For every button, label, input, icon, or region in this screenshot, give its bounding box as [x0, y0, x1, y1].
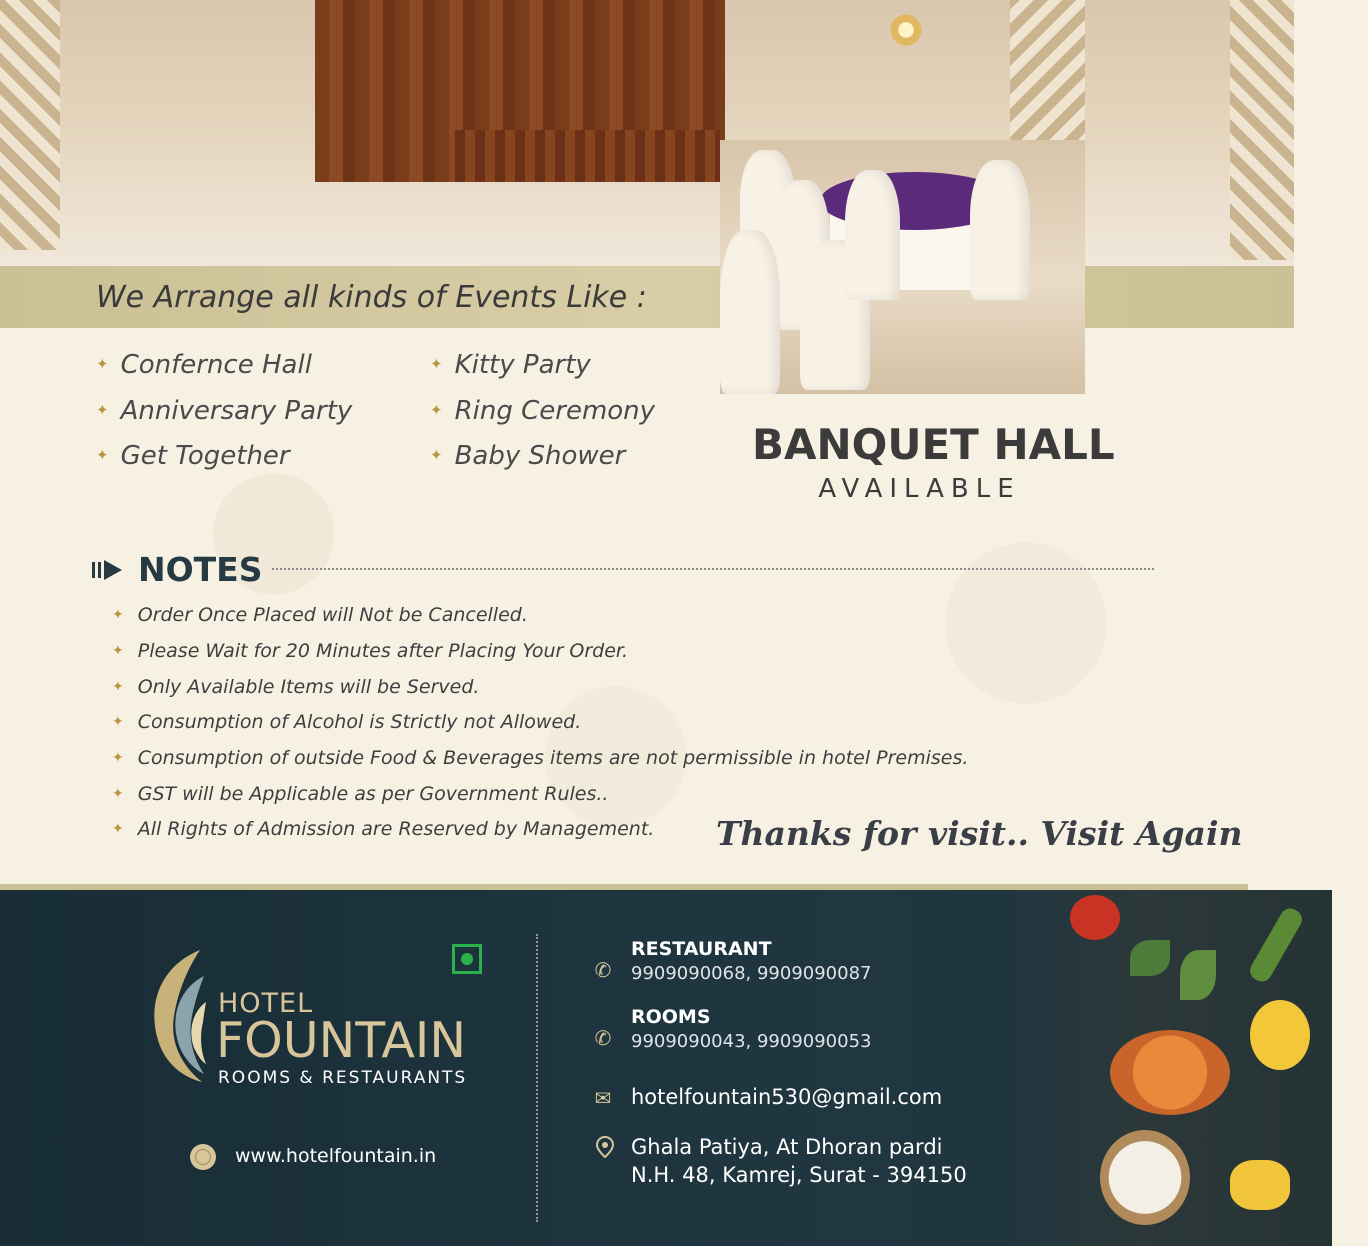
notes-header	[92, 548, 1162, 592]
website-link[interactable]: www.hotelfountain.in	[235, 1145, 437, 1167]
play-arrow-icon	[92, 560, 124, 580]
tomato	[1070, 895, 1120, 940]
event-item: ✦ Get Together	[96, 441, 290, 471]
event-item: ✦ Ring Ceremony	[430, 396, 656, 426]
email-icon: ✉	[594, 1088, 612, 1110]
star-bullet-icon: ✦	[112, 786, 124, 802]
thanks-message: Thanks for visit.. Visit Again	[716, 814, 1243, 853]
banquet-title: BANQUET HALL	[752, 420, 1115, 469]
star-bullet-icon: ✦	[430, 355, 443, 373]
star-bullet-icon: ✦	[430, 401, 443, 419]
lentil-spoon	[1110, 1030, 1230, 1115]
event-item: ✦ Anniversary Party	[96, 396, 353, 426]
decor-stripes-left	[0, 0, 60, 250]
logo-text-hotel: HOTEL	[218, 988, 314, 1019]
note-item: ✦ Order Once Placed will Not be Cancelled.	[112, 604, 528, 626]
note-item: ✦ Consumption of Alcohol is Strictly not Allowed.	[112, 711, 582, 733]
chair	[845, 170, 900, 300]
address-line-2: N.H. 48, Kamrej, Surat - 394150	[631, 1163, 967, 1187]
restaurant-phones[interactable]: 9909090068, 9909090087	[631, 963, 872, 984]
chair	[720, 230, 780, 394]
star-bullet-icon: ✦	[96, 401, 109, 419]
star-bullet-icon: ✦	[112, 750, 124, 766]
note-item: ✦ All Rights of Admission are Reserved by Management.	[112, 818, 655, 840]
hotel-logo-icon	[140, 946, 210, 1086]
location-pin-icon	[594, 1136, 616, 1158]
note-item: ✦ Only Available Items will be Served.	[112, 676, 480, 698]
wall-lamp	[888, 12, 924, 48]
decor-stripes-far-right	[1230, 0, 1294, 260]
star-bullet-icon: ✦	[96, 355, 109, 373]
note-item: ✦ Consumption of outside Food & Beverages items are not permissible in hotel Premises.	[112, 747, 969, 769]
wood-bench	[455, 130, 720, 182]
logo-text-fountain: FOUNTAIN	[216, 1012, 467, 1069]
footer-divider	[536, 934, 538, 1222]
food-photo	[1010, 890, 1332, 1246]
globe-icon	[190, 1144, 216, 1170]
email-link[interactable]: hotelfountain530@gmail.com	[631, 1085, 943, 1109]
star-bullet-icon: ✦	[430, 446, 443, 464]
restaurant-label: RESTAURANT	[631, 938, 772, 960]
leaf	[1130, 940, 1170, 976]
star-bullet-icon: ✦	[96, 446, 109, 464]
footer	[0, 890, 1332, 1246]
green-bean	[1246, 905, 1305, 985]
star-bullet-icon: ✦	[112, 679, 124, 695]
star-bullet-icon: ✦	[112, 821, 124, 837]
star-bullet-icon: ✦	[112, 714, 124, 730]
star-bullet-icon: ✦	[112, 607, 124, 623]
events-heading: We Arrange all kinds of Events Like :	[96, 280, 647, 315]
dotted-divider	[272, 568, 1154, 570]
note-item: ✦ Please Wait for 20 Minutes after Placing Your Order.	[112, 640, 629, 662]
lemon	[1250, 1000, 1310, 1070]
phone-icon: ✆	[594, 1028, 612, 1050]
address-line-1: Ghala Patiya, At Dhoran pardi	[631, 1135, 943, 1159]
event-item: ✦ Kitty Party	[430, 350, 591, 380]
banquet-hall-photo	[720, 140, 1085, 394]
logo-text-tagline: ROOMS & RESTAURANTS	[218, 1068, 468, 1088]
note-item: ✦ GST will be Applicable as per Government Rules..	[112, 783, 609, 805]
notes-title: NOTES	[138, 550, 263, 589]
leaf	[1180, 950, 1216, 1000]
lemon	[1230, 1160, 1290, 1210]
rooms-phones[interactable]: 9909090043, 9909090053	[631, 1031, 872, 1052]
phone-icon: ✆	[594, 960, 612, 982]
rice-spoon	[1100, 1130, 1190, 1225]
banquet-subtitle: AVAILABLE	[818, 474, 1021, 504]
event-item: ✦ Baby Shower	[430, 441, 626, 471]
rooms-label: ROOMS	[631, 1006, 711, 1028]
chair	[970, 160, 1030, 300]
veg-dot	[461, 953, 473, 965]
event-item: ✦ Confernce Hall	[96, 350, 312, 380]
events-heading-bar	[0, 266, 1294, 328]
veg-mark-icon	[452, 944, 482, 974]
star-bullet-icon: ✦	[112, 643, 124, 659]
